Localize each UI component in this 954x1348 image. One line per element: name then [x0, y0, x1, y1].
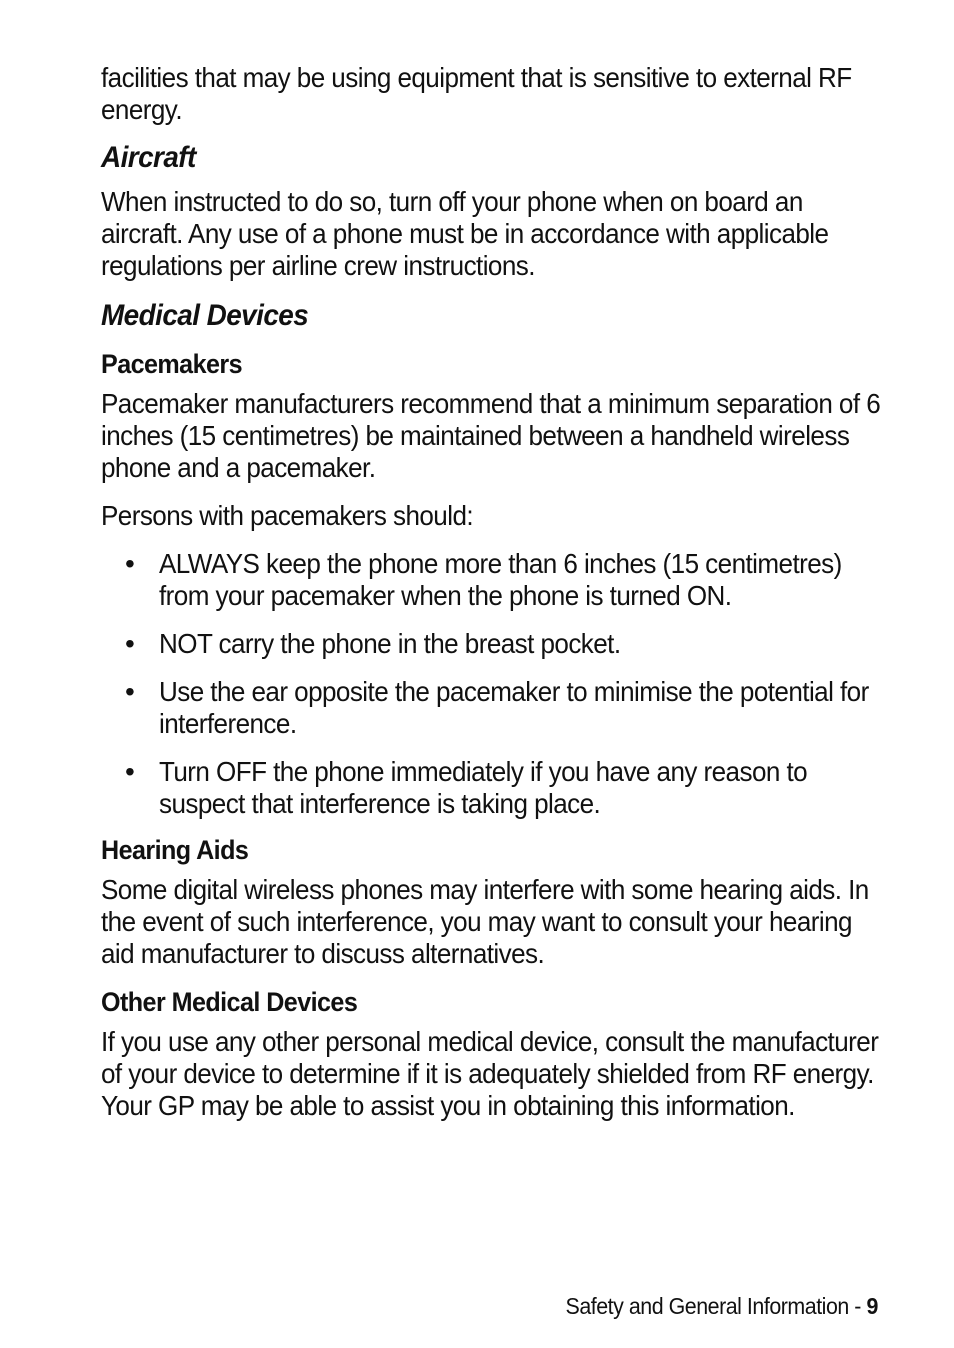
document-page: [101, 60, 881, 1122]
bullet-icon: •: [125, 548, 135, 579]
page-number: 9: [866, 1293, 878, 1319]
aircraft-paragraph: When instructed to do so, turn off your phone when on board an aircraft. Any use of a phone must be in accordance with applicable regulations per airline crew instructions.: [101, 186, 829, 281]
footer-separator: -: [848, 1293, 867, 1319]
medical-devices-heading: Medical Devices: [101, 299, 309, 332]
list-item-text: NOT carry the phone in the breast pocket.: [159, 628, 621, 659]
list-item: [101, 548, 881, 612]
list-item: [101, 628, 881, 660]
other-medical-devices-paragraph: If you use any other personal medical device, consult the manufacturer of your device to determine if it is adequately shielded from RF energy. Your GP may be able to assist you in obtaining this information.: [101, 1026, 879, 1121]
list-item-text: Use the ear opposite the pacemaker to minimise the potential for interference.: [159, 676, 869, 739]
bullet-icon: •: [125, 628, 135, 659]
list-item-text: ALWAYS keep the phone more than 6 inches (15 centimetres) from your pacemaker when the phone is turned ON.: [159, 548, 842, 611]
hearing-aids-heading: Hearing Aids: [101, 835, 249, 865]
bullet-icon: •: [125, 676, 135, 707]
page-footer: [566, 1292, 878, 1320]
pacemakers-paragraph: Pacemaker manufacturers recommend that a minimum separation of 6 inches (15 centimetres) be maintained between a handheld wireless phone and a pacemaker.: [101, 388, 881, 483]
list-item: [101, 676, 881, 740]
pacemakers-heading: Pacemakers: [101, 349, 243, 379]
pacemakers-lead: Persons with pacemakers should:: [101, 500, 474, 531]
intro-paragraph: facilities that may be using equipment that is sensitive to external RF energy.: [101, 62, 852, 125]
pacemaker-guidelines-list: [101, 548, 881, 820]
other-medical-devices-heading: Other Medical Devices: [101, 987, 358, 1017]
aircraft-heading: Aircraft: [101, 141, 196, 174]
list-item: [101, 756, 881, 820]
hearing-aids-paragraph: Some digital wireless phones may interfere with some hearing aids. In the event of such interference, you may want to consult your hearing aid manufacturer to discuss alternatives.: [101, 874, 869, 969]
list-item-text: Turn OFF the phone immediately if you have any reason to suspect that interference is taking place.: [159, 756, 808, 819]
footer-section-title: Safety and General Information: [565, 1293, 849, 1319]
bullet-icon: •: [125, 756, 135, 787]
